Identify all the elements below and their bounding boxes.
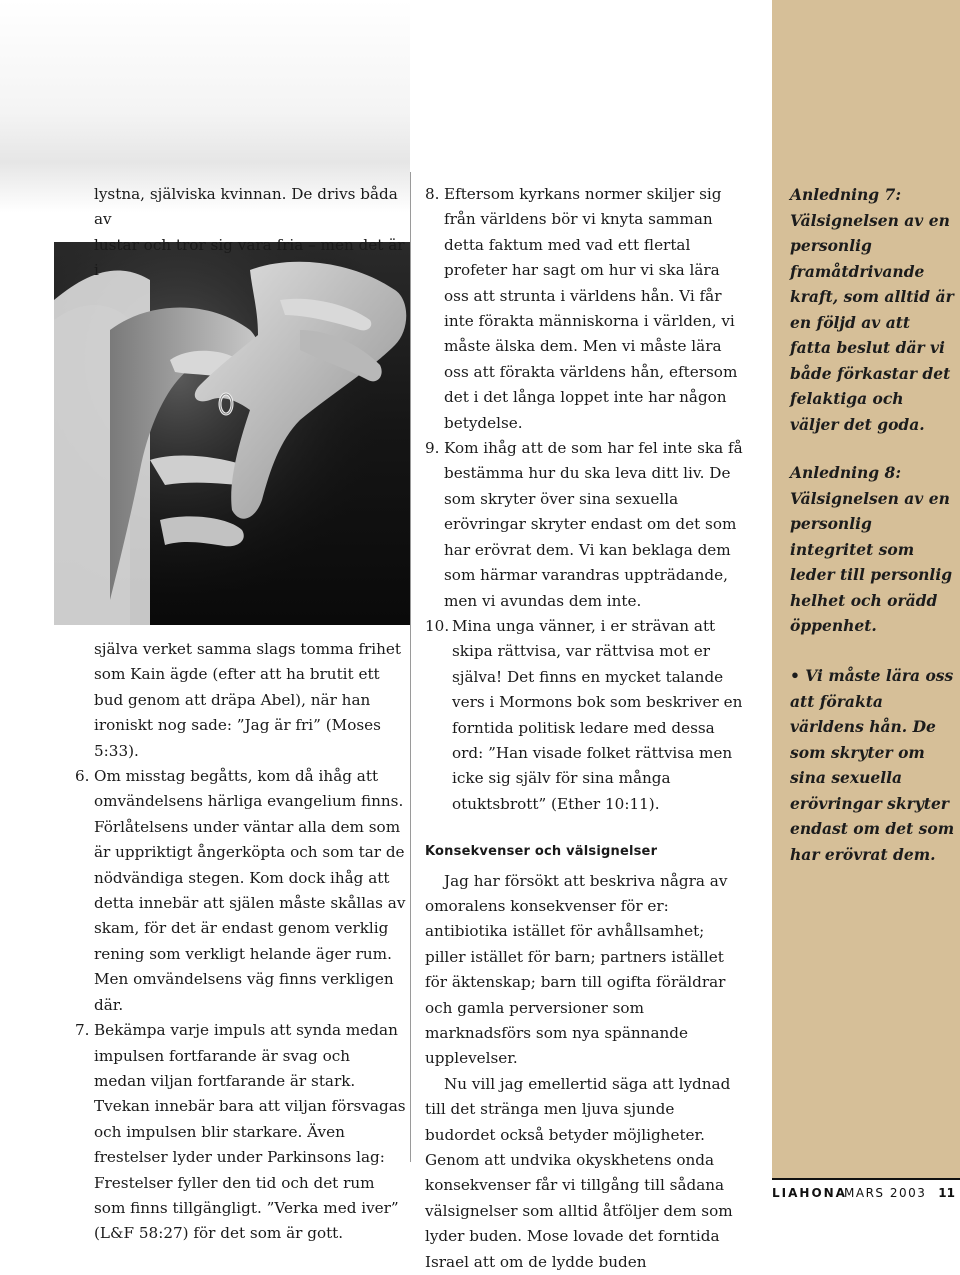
photo-illustration	[0, 0, 410, 625]
list-text: Om misstag begåtts, kom då ihåg att omvändelsens härliga evangelium finns. Förlåtelsens under väntar alla dem som är uppriktigt ångerköpta och som tar de nödvändiga stegen. Kom dock ihåg att detta innebär att själen måste skållas av skam, för det är endast genom verklig rening som verkligt helande äger rum. Men omvändelsens väg finns verkligen där.	[94, 767, 406, 1014]
column-rule	[410, 172, 411, 1162]
footer-rule	[772, 1178, 960, 1180]
list-item-9	[425, 436, 747, 614]
list-number: 10.	[425, 616, 450, 635]
magazine-name: LIAHONA	[772, 1186, 847, 1200]
page-footer	[772, 1186, 955, 1202]
list-number: 7.	[75, 1021, 90, 1040]
page-number: 11	[938, 1186, 955, 1200]
callout-anledning-7: Anledning 7: Välsignelsen av en personlig framåtdrivande kraft, som alltid är en följd av att fatta beslut där vi både förkastar det felaktiga och väljer det goda.	[790, 185, 954, 434]
list-item-7	[75, 1018, 406, 1247]
left-column-bottom	[75, 637, 406, 1247]
paragraph: Jag har försökt att beskriva några av omoralens konsekvenser för er: antibiotika istället för avhållsamhet; piller istället för barn; partners istället för äktenskap; barn till ogifta föräldrar och gamla perversioner som marknadsförs som nya spännande upplevelser.	[425, 871, 728, 1068]
paragraph: Nu vill jag emellertid säga att lydnad till det stränga men ljuva sjunde budordet också betyder möjligheter. Genom att undvika okyskhetens onda konsekvenser får vi tillgång till sådana välsignelser som alltid åtföljer dem som lyder buden. Mose lovade det forntida Israel att om de lydde buden	[425, 1074, 733, 1271]
section-subheading: Konsekvenser och välsignelser	[425, 844, 658, 860]
photo-wedding-ring-hands	[0, 0, 410, 625]
callout-anledning-8: Anledning 8: Välsignelsen av en personlig integritet som leder till personlig helhet och orädd öppenhet.	[790, 463, 953, 635]
list-item-10	[425, 614, 747, 817]
callout-quote: • Vi måste lära oss att förakta världens hån. De som skryter om sina sexuella erövringar skryter endast om det som har erövrat dem.	[790, 666, 955, 864]
list-item-6	[75, 764, 406, 1018]
list-text: Mina unga vänner, i er strävan att skipa rättvisa, var rättvisa mot er själva! Det finns en mycket talande vers i Mormons bok som beskriver en forntida politisk ledare med dessa ord: ”Han visade folket rättvisa men icke sig själv för sina många otuktsbrott” (Ether 10:11).	[452, 616, 743, 813]
list-number: 6.	[75, 767, 90, 786]
list-text: Bekämpa varje impuls att synda medan impulsen fortfarande är svag och medan viljan fortfarande är stark. Tvekan innebär bara att viljan försvagas och impulsen blir starkare. Även frestelser lyder under Parkinsons lag: Frestelser fyller den tid och det rum som finns tillgängligt. ”Verka med iver” (L&F 58:27) för det som är gott.	[94, 1021, 406, 1243]
text-line: lustar och tror sig vara fria – men det är i	[94, 235, 405, 280]
left-column-top	[94, 182, 406, 284]
list-text: Kom ihåg att de som har fel inte ska få bestämma hur du ska leva ditt liv. De som skryter över sina sexuella erövringar skryter endast om det som har erövrat dem. Vi kan beklaga dem som härmar varandras uppträdande, men vi avundas dem inte.	[444, 439, 743, 610]
list-number: 8.	[425, 185, 440, 203]
paragraph-continuation: själva verket samma slags tomma frihet som Kain ägde (efter att ha brutit ett bud genom att dräpa Abel), när han ironiskt nog sade: ”Jag är fri” (Moses 5:33).	[94, 640, 401, 760]
text-line: lystna, själviska kvinnan. De drivs båda av	[94, 185, 398, 229]
middle-column	[425, 182, 747, 1275]
list-item-8	[425, 182, 747, 436]
issue-date: MARS 2003	[844, 1186, 927, 1200]
list-number: 9.	[425, 439, 440, 458]
list-text: Eftersom kyrkans normer skiljer sig från världens bör vi knyta samman detta faktum med vad ett flertal profeter har sagt om hur vi ska lära oss att strunta i världens hån. Vi får inte förakta människorna i världen, vi måste älska dem. Men vi måste lära oss att förakta världens hån, eftersom det i det långa loppet inte har någon betydelse.	[444, 185, 738, 432]
